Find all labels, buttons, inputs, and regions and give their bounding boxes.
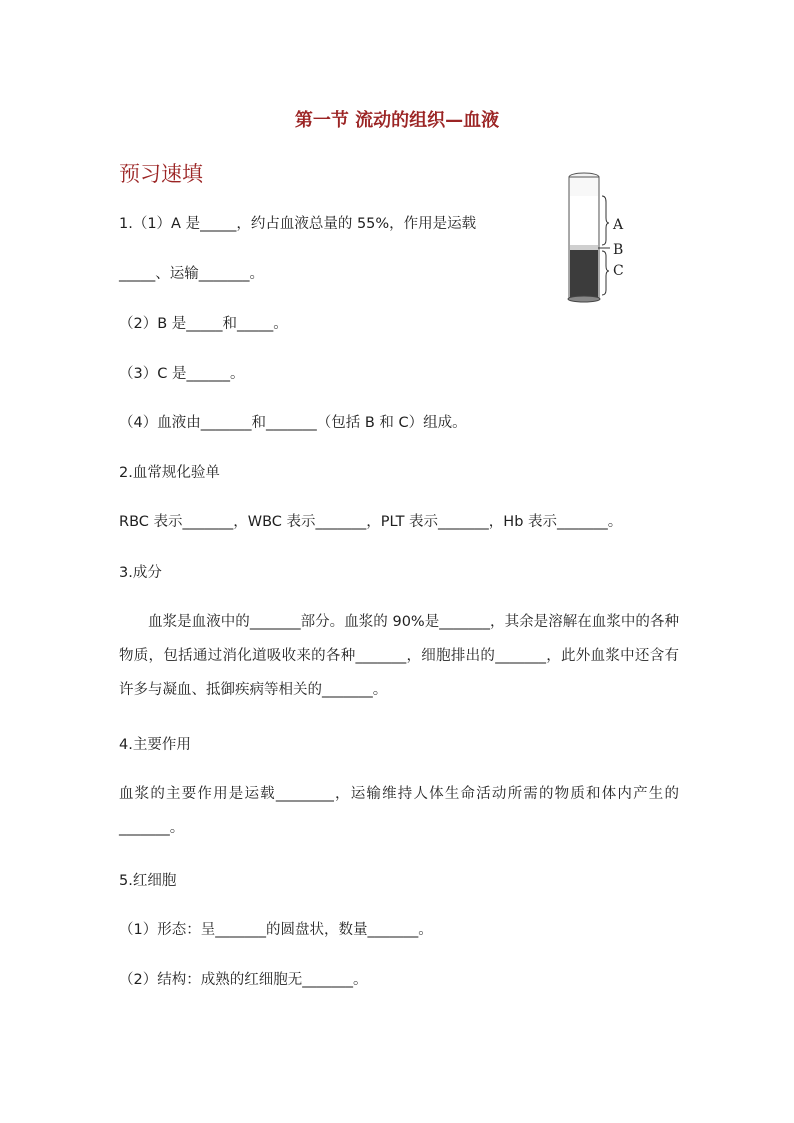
question-1-1b: _____、运输_______。 — [119, 266, 264, 282]
brace-a — [602, 196, 609, 245]
figure-label-b: B — [613, 242, 624, 258]
question-2-body: RBC 表示_______，WBC 表示_______，PLT 表示_______，Hb 表示_______。 — [119, 514, 623, 530]
question-3-body: 血浆是血液中的_______部分。血浆的 90%是_______，其余是溶解在血浆中的各种物质，包括通过消化道吸收来的各种_______，细胞排出的_______，此外血浆中还含有许多与凝血、抵御疾病等相关的_______。 — [119, 614, 679, 698]
tube-plasma-layer — [570, 196, 598, 246]
brace-c — [602, 251, 609, 295]
question-2-heading: 2.血常规化验单 — [119, 465, 220, 481]
question-1-2: （2）B 是_____和_____。 — [119, 316, 288, 332]
test-tube-figure — [558, 168, 638, 310]
section-heading: 预习速填 — [119, 162, 203, 186]
question-1-4: （4）血液由_______和_______（包括 B 和 C）组成。 — [119, 415, 467, 431]
question-4-heading: 4.主要作用 — [119, 737, 191, 753]
tube-cell-layer — [570, 250, 598, 298]
question-4-body: 血浆的主要作用是运载________，运输维持人体生命活动所需的物质和体内产生的_______。 — [119, 786, 679, 836]
page-title: 第一节 流动的组织—血液 — [294, 110, 500, 131]
question-1-1a: 1.（1）A 是_____，约占血液总量的 55%，作用是运载 — [119, 216, 477, 232]
question-3-heading: 3.成分 — [119, 565, 162, 581]
question-5-2: （2）结构：成熟的红细胞无_______。 — [119, 972, 368, 988]
figure-label-c: C — [613, 263, 624, 279]
question-1-3: （3）C 是______。 — [119, 366, 245, 382]
tube-base — [568, 296, 600, 302]
figure-label-a: A — [613, 217, 624, 233]
question-5-1: （1）形态：呈_______的圆盘状，数量_______。 — [119, 922, 433, 938]
question-5-heading: 5.红细胞 — [119, 873, 177, 889]
tube-buffy-layer — [570, 245, 598, 250]
